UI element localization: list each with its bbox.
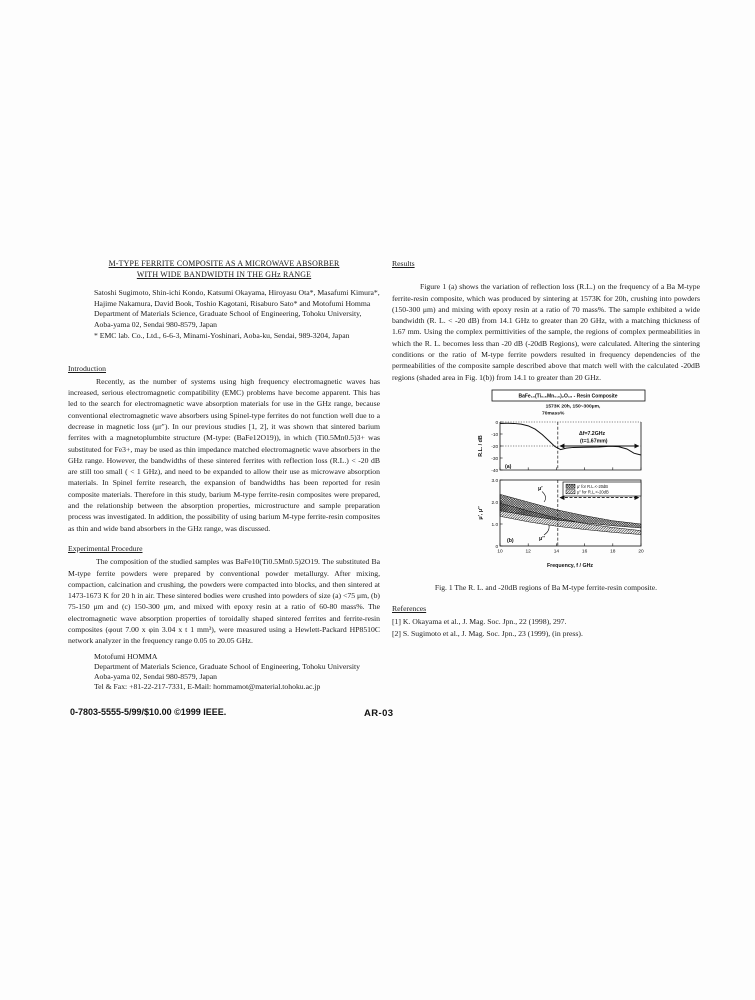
paper-id-code: AR-03 (364, 708, 394, 719)
contact-block (94, 652, 380, 693)
paper-title-line2: WITH WIDE BANDWIDTH IN THE GHz RANGE (136, 270, 312, 279)
panel-a-ylabel: R.L. / dB (478, 435, 484, 457)
reference-2: [2] S. Sugimoto et al., J. Mag. Soc. Jpn., 23 (1999), (in press). (392, 628, 583, 638)
panel-b-xtick-label: 12 (525, 549, 531, 555)
contact-name: Motofumi HOMMA (94, 651, 158, 661)
introduction-heading: Introduction (68, 363, 107, 373)
authors-line2: Hajime Nakamura, David Book, Toshio Kagotani, Risaburo Sato* and Motofumi Homma (94, 298, 371, 308)
experimental-heading: Experimental Procedure (68, 543, 143, 553)
right-column (392, 258, 700, 640)
contact-line1: Department of Materials Science, Graduate School of Engineering, Tohoku University (94, 661, 360, 671)
panel-b-legend (563, 482, 641, 496)
figure-caption: Fig. 1 The R. L. and -20dB regions of Ba M-type ferrite-resin composite. (434, 583, 658, 593)
panel-b-ytick-label: 0 (495, 544, 499, 550)
results-paragraph: Figure 1 (a) shows the variation of reflection loss (R.L.) on the frequency of a Ba M-type ferrite-resin composite, which was produced by sintering at 1573K for 20h, crushing into powders (150-300 μm) and mixing with epoxy resin at a ratio of 70 mass%. The sample exhibited a wide bandwidth (R. L. < -20 dB) from 14.1 GHz to greater than 20 GHz, with a matching thickness of 1.67 mm. Using the complex permittivities of the sample, the regions of complex permeabilities in which the R. L. becomes less than -20 dB (-20dB Regions), were calculated. Altering the sintering conditions or the ratio of M-type ferrite powders resulted in frequency dependencies of the permeabilities of the composite sample described above that match well with the calculated -20dB regions (shaded area in Fig. 1(b)) from 14.1 to greater than 20 GHz. (392, 282, 700, 382)
panel-b-ytick-label: 2.0 (491, 500, 499, 506)
legend-label-mu-prime: μ′ for R.L.<-20dB (577, 483, 609, 489)
paper-title (68, 258, 380, 280)
introduction-paragraph: Recently, as the number of systems using high frequency electromagnetic waves has increased, serious electromagnetic compatibility (EMC) problems have become apparent. This has led to the search for electromagnetic wave absorption materials for use in the GHz range, because conventional electromagnetic wave absorbers using Spinel-type ferrites do not function well due to a decrease in magnetic loss (μr″). In our previous studies [1, 2], it was shown that sintered barium ferrites with a magnetoplumbite structure (M-type: (BaFe12O19)), in which (Ti0.5Mn0.5)3+ was substituted for Fe3+, may be used as thin impedance matched electromagnetic wave absorbers in the GHz range. However, the bandwidths of these sintered ferrites with reflection loss (R.L.) < -20 dB are still too small ( < 1 GHz), and need to be expanded to allow their use as microwave absorption materials. In Spinel ferrite research, the expansion of bandwidths has been reported for resin composite materials. Therefore in this study, barium M-type ferrite-resin composites were prepared, and the relationship between the absorption properties, microstructure and sample preparation process was investigated. In addition, the possibility of using barium M-type ferrite-resin composites as thin and wide band absorbers in the GHz range, was discussed. (68, 376, 380, 533)
x-axis-label: Frequency, f / GHz (546, 562, 594, 569)
mu-prime-curve-label: μ′ (538, 485, 543, 492)
panel-a-label: (a) (505, 463, 512, 470)
panel-b-ytick-label: 1.0 (491, 522, 499, 528)
paper-title-line1: M-TYPE FERRITE COMPOSITE AS A MICROWAVE ABSORBER (108, 259, 340, 268)
reference-1: [1] K. Okayama et al., J. Mag. Soc. Jpn., 22 (1998), 297. (392, 616, 567, 626)
panel-a-ytick-label: -10 (491, 432, 499, 438)
panel-a-ytick-label: -30 (491, 456, 499, 462)
panel-b-ylabel: μ′, μ″ (478, 506, 484, 520)
mu-prime-leader-line (542, 491, 546, 502)
panel-b-xtick-label: 18 (610, 549, 616, 555)
panel-b-ytick-label: 3.0 (491, 478, 499, 484)
legend-swatch-mu-prime (566, 484, 575, 488)
mu-doubleprime-curve-label: μ″ (539, 535, 545, 542)
legend-swatch-mu-doubleprime (566, 490, 575, 494)
authors-line1: Satoshi Sugimoto, Shin-ichi Kondo, Katsumi Okayama, Hiroyasu Ota*, Masafumi Kimura*, (94, 288, 380, 297)
affiliation-line2: Aoba-yama 02, Sendai 980-8579, Japan (94, 320, 217, 330)
figure-title: BaFe₁₀(Ti₀.₅Mn₀.₅)₂O₁₉ - Resin Composite (518, 393, 618, 400)
mu-doubleprime-leader-line (544, 525, 549, 535)
contact-line3: Tel & Fax: +81-22-217-7331, E-Mail: hommamot@material.tohoku.ac.jp (94, 682, 321, 692)
panel-b-xtick-label: 20 (638, 549, 644, 555)
figure-1 (476, 389, 648, 578)
affiliation-line1: Department of Materials Science, Graduate School of Engineering, Tohoku University, (94, 309, 362, 319)
figure-1-chart (476, 389, 648, 575)
left-column (68, 258, 380, 692)
author-block (94, 288, 380, 342)
panel-b-xtick-label: 14 (553, 549, 560, 555)
references-heading: References (392, 603, 427, 613)
reference-list (392, 616, 700, 640)
results-heading: Results (392, 259, 415, 268)
experimental-paragraph: The composition of the studied samples was BaFe10(Ti0.5Mn0.5)2O19. The substituted Ba M-type ferrite powders were prepared by conventional powder metallurgy. After mixing, compaction, calcination and crushing, the powders were compacted into blocks, and then sintered at 1473-1673 K for 20 h in air. These sintered bodies were crushed into powders of size (a) <75 μm, (b) 75-150 μm and (c) 150-300 μm, and mixed with epoxy resin at a ratio of 60-80 mass%. The electromagnetic wave absorption properties of toroidally shaped sintered ferrites and ferrite-resin composites (φout 7.00 x φin 3.04 x t 1 mm³), were measured using a Hewlett-Packard HP8510C network analyzer in the frequency range 0.05 to 20.05 GHz. (68, 557, 380, 646)
legend-label-mu-doubleprime: μ″ for R.L.<-20dB (577, 489, 609, 495)
figure-subtitle-line2: 70mass% (542, 411, 565, 417)
panel-b-xtick-label: 16 (581, 549, 588, 555)
contact-line2: Aoba-yama 02, Sendai 980-8579, Japan (94, 672, 217, 682)
figure-subtitle-line1: 1573K 20h, 150~300μm, (545, 404, 601, 410)
matching-thickness-annotation: (t=1.67mm) (580, 438, 608, 445)
panel-b-xtick-label: 10 (497, 549, 503, 555)
panel-a-ytick-label: -20 (491, 444, 499, 450)
bandwidth-annotation-line1: Δf=7.2GHz (579, 430, 606, 437)
affiliation-line3: * EMC lab. Co., Ltd., 6-6-3, Minami-Yoshinari, Aoba-ku, Sendai, 989-3204, Japan (94, 330, 350, 340)
panel-a-ytick-label: -40 (491, 468, 499, 474)
panel-a-ytick-label: 0 (495, 420, 499, 426)
panel-b-label: (b) (507, 537, 514, 544)
reflection-loss-curve (500, 423, 641, 455)
copyright-line: 0-7803-5555-5/99/$10.00 ©1999 IEEE. (70, 707, 227, 717)
